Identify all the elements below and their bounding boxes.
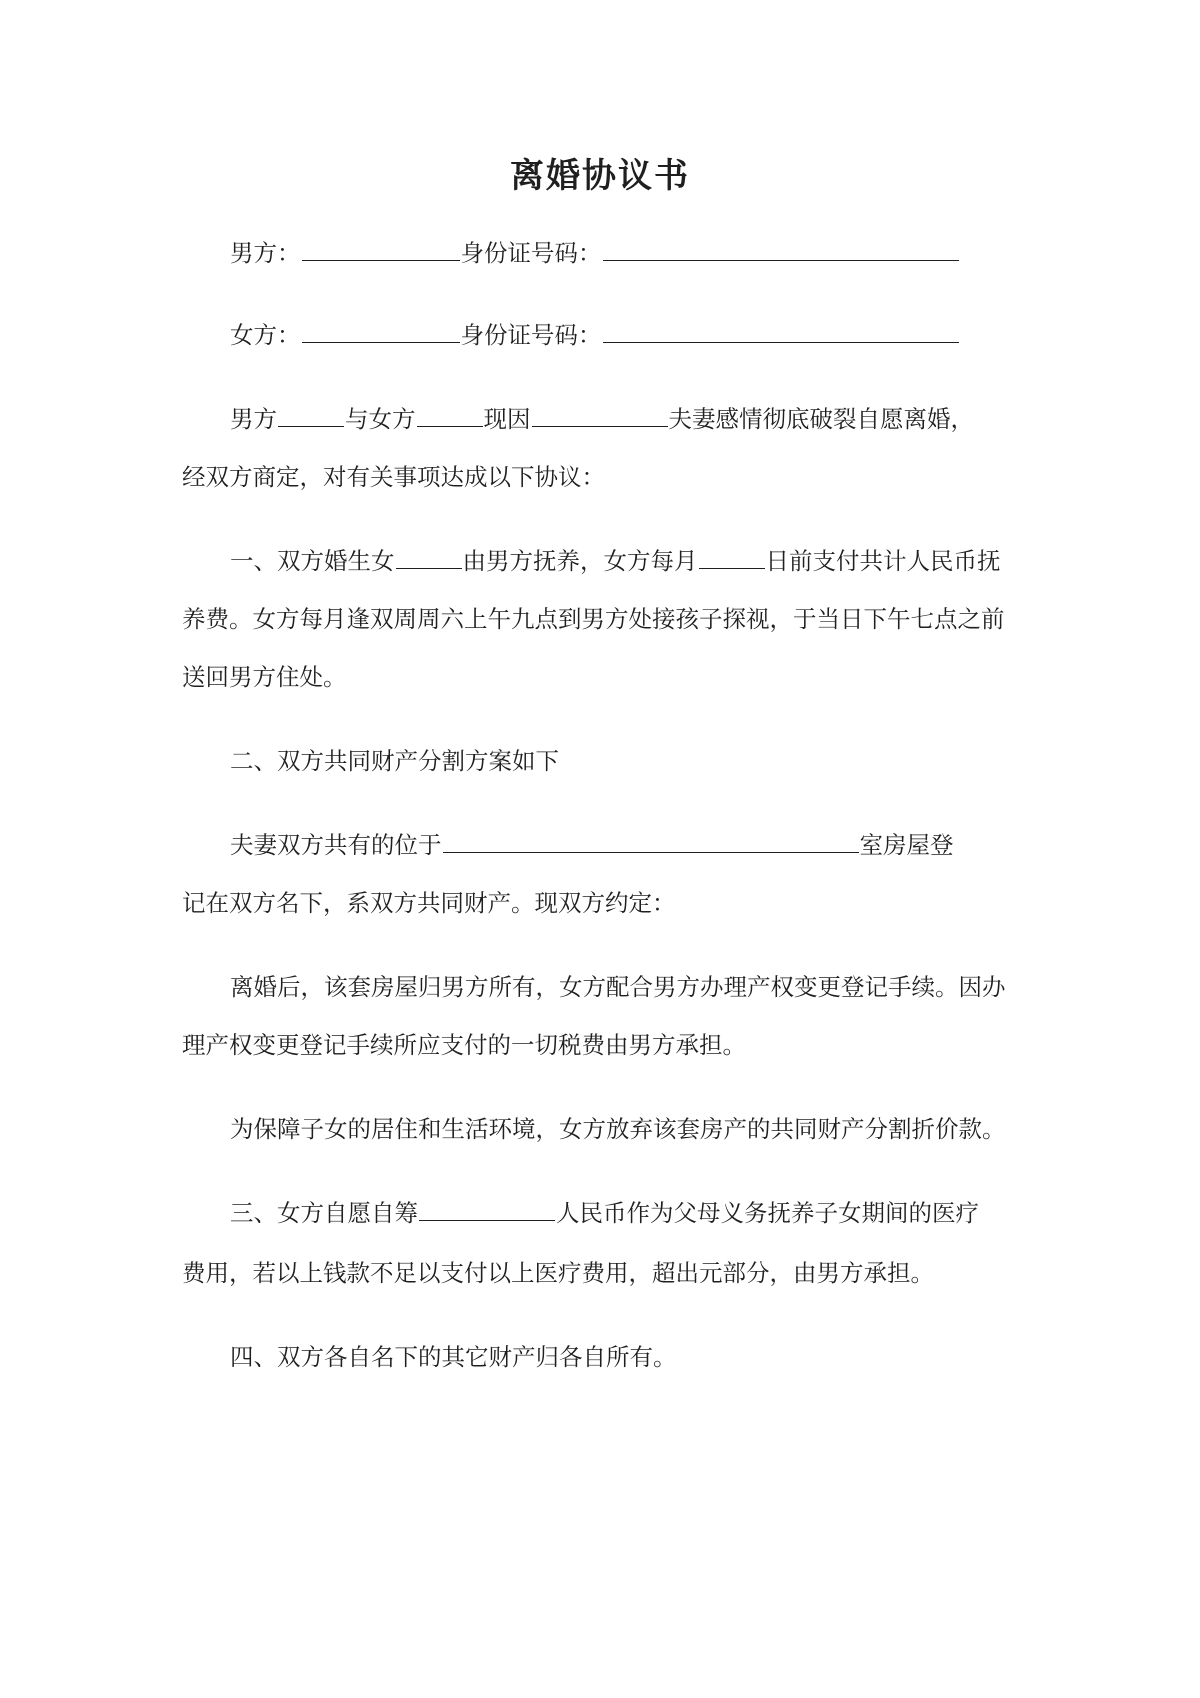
intro-reason-blank[interactable] [532, 404, 668, 427]
medical-amount-blank[interactable] [419, 1198, 555, 1221]
clause3-text-b: 人民币作为父母义务抚养子女期间的医疗 [556, 1199, 979, 1227]
female-id-blank[interactable] [603, 320, 959, 343]
clause2-after-line-2: 理产权变更登记手续所应支付的一切税费由男方承担。 [182, 1031, 746, 1059]
clause2-waiver: 为保障子女的居住和生活环境，女方放弃该套房产的共同财产分割折价款。 [230, 1115, 1006, 1143]
male-name-blank[interactable] [302, 238, 460, 261]
clause3-text-a: 三、女方自愿自筹 [230, 1199, 418, 1227]
intro-female-blank[interactable] [417, 404, 483, 427]
female-name-blank[interactable] [302, 320, 460, 343]
intro-text-reason: 现因 [483, 405, 531, 433]
clause2-after-line-1: 离婚后，该套房屋归男方所有，女方配合男方办理产权变更登记手续。因办 [230, 973, 1006, 1001]
clause3-line-1 [230, 1196, 1070, 1230]
clause1-text-b: 由男方抚养，女方每月 [462, 547, 698, 575]
intro-line-2: 经双方商定，对有关事项达成以下协议： [182, 463, 605, 491]
male-id-label: 身份证号码： [460, 239, 602, 267]
female-party-line [230, 318, 1070, 352]
clause1-line-2: 养费。女方每月逢双周周六上午九点到男方处接孩子探视，于当日下午七点之前 [182, 605, 1005, 633]
clause3-line-2: 费用，若以上钱款不足以支付以上医疗费用，超出元部分，由男方承担。 [182, 1259, 934, 1287]
clause1-text-a: 一、双方婚生女 [230, 547, 395, 575]
female-label: 女方： [230, 321, 301, 349]
intro-text-tail: 夫妻感情彻底破裂自愿离婚， [668, 405, 974, 433]
male-party-line [230, 236, 1070, 270]
male-id-blank[interactable] [603, 238, 959, 261]
house-address-blank[interactable] [443, 830, 859, 853]
clause1-child-blank[interactable] [396, 546, 462, 569]
male-label: 男方： [230, 239, 301, 267]
clause2-house-text-a: 夫妻双方共有的位于 [230, 831, 442, 859]
female-id-label: 身份证号码： [460, 321, 602, 349]
clause1-day-blank[interactable] [699, 546, 765, 569]
document-title: 离婚协议书 [510, 156, 690, 196]
clause2-house-line-2: 记在双方名下，系双方共同财产。现双方约定： [182, 889, 676, 917]
clause2-house-line-1 [230, 828, 1070, 862]
intro-line-1 [230, 402, 1070, 436]
intro-text-male: 男方 [230, 405, 277, 433]
intro-male-blank[interactable] [278, 404, 344, 427]
clause1-line-3: 送回男方住处。 [182, 663, 347, 691]
intro-text-female: 与女方 [345, 405, 416, 433]
clause1-line-1 [230, 544, 1070, 578]
clause2-house-text-b: 室房屋登 [859, 831, 954, 859]
clause2-heading: 二、双方共同财产分割方案如下 [230, 747, 559, 775]
clause4: 四、双方各自名下的其它财产归各自所有。 [230, 1343, 677, 1371]
clause1-text-c: 日前支付共计人民币抚 [765, 547, 1001, 575]
